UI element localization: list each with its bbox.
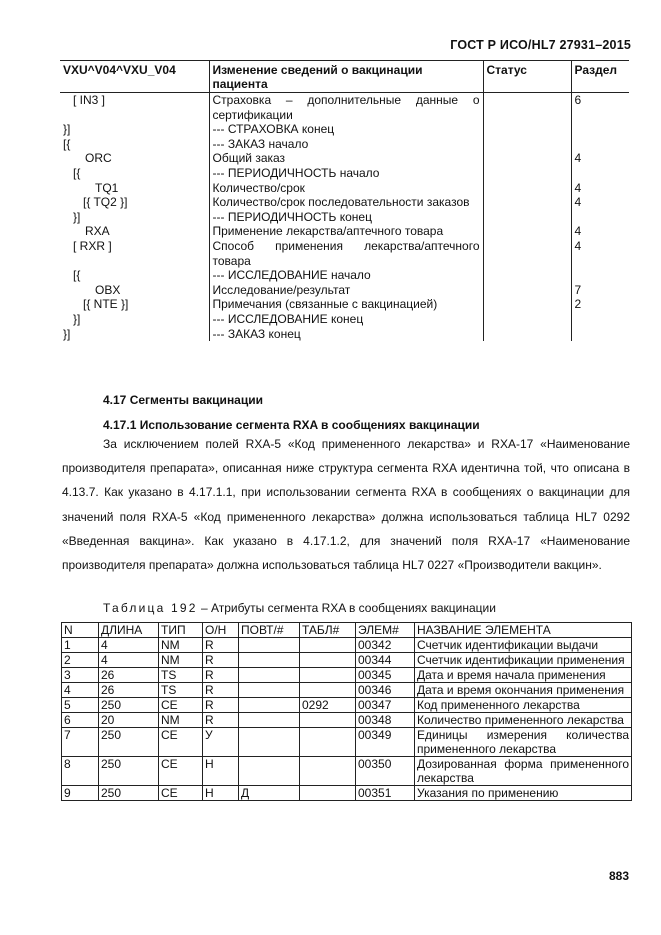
attr-cell-table	[300, 653, 356, 668]
attr-cell-n: 1	[62, 638, 99, 653]
table-caption	[103, 601, 496, 615]
message-row-segment: }]	[73, 311, 81, 326]
message-row-segment: [{	[63, 136, 71, 151]
message-row-segment: [ IN3 ]	[73, 93, 106, 107]
message-row-section: 6	[571, 93, 629, 123]
attr-cell-name: Дозированная форма примененного лекарства	[415, 757, 632, 786]
page-number: 883	[608, 869, 629, 883]
attr-cell-element: 00344	[356, 653, 415, 668]
message-row-description: Страховка – дополнительные данные о сертификации	[209, 93, 483, 123]
message-row	[60, 297, 629, 312]
attr-cell-length: 250	[99, 728, 159, 757]
attr-cell-element: 00349	[356, 728, 415, 757]
attr-cell-name: Единицы измерения количества примененного лекарства	[415, 728, 632, 757]
rxa-attributes-table	[61, 622, 632, 801]
message-row	[60, 93, 629, 123]
message-row-segment: [{	[73, 268, 81, 283]
attr-cell-n: 5	[62, 698, 99, 713]
message-header-section: Раздел	[571, 61, 629, 93]
attr-cell-type: CE	[159, 698, 203, 713]
message-row-status	[483, 122, 571, 137]
attr-cell-name: Счетчик идентификации применения	[415, 653, 632, 668]
message-row	[60, 166, 629, 181]
attr-cell-element: 00351	[356, 786, 415, 801]
attr-cell-type: TS	[159, 668, 203, 683]
message-row	[60, 137, 629, 152]
message-row-section	[571, 210, 629, 225]
attr-cell-name: Счетчик идентификации выдачи	[415, 638, 632, 653]
attr-header-element: ЭЛЕМ#	[356, 623, 415, 638]
attr-header-table: ТАБЛ#	[300, 623, 356, 638]
message-table-body	[60, 93, 629, 342]
message-row-section	[571, 268, 629, 283]
attr-table-body	[62, 638, 632, 801]
attr-cell-name: Код примененного лекарства	[415, 698, 632, 713]
message-row-description: Способ применения лекарства/аптечного товара	[209, 239, 483, 268]
attr-row	[62, 698, 632, 713]
attr-cell-repeat	[239, 728, 300, 757]
message-row-status	[483, 210, 571, 225]
message-row-segment: }]	[63, 326, 71, 341]
attr-header-optionality: О/Н	[203, 623, 239, 638]
attr-cell-repeat	[239, 713, 300, 728]
attr-cell-n: 6	[62, 713, 99, 728]
message-row-section: 4	[571, 195, 629, 210]
message-row-segment: OBX	[95, 282, 121, 297]
attr-cell-element: 00345	[356, 668, 415, 683]
attr-cell-n: 3	[62, 668, 99, 683]
attr-cell-repeat	[239, 698, 300, 713]
attr-cell-repeat: Д	[239, 786, 300, 801]
message-row-segment: [ RXR ]	[73, 238, 112, 253]
attr-cell-element: 00347	[356, 698, 415, 713]
attr-cell-n: 9	[62, 786, 99, 801]
message-row-segment: [{	[73, 165, 81, 180]
attr-header-repeat: ПОВТ/#	[239, 623, 300, 638]
message-row	[60, 195, 629, 210]
message-row-section: 4	[571, 239, 629, 268]
attr-cell-length: 26	[99, 668, 159, 683]
message-row	[60, 327, 629, 342]
attr-cell-n: 2	[62, 653, 99, 668]
message-header-segment: VXU^V04^VXU_V04	[60, 61, 209, 93]
attr-cell-type: CE	[159, 728, 203, 757]
attr-cell-type: NM	[159, 653, 203, 668]
attr-cell-length: 250	[99, 698, 159, 713]
message-table-header-row	[60, 61, 629, 93]
message-row-description: Общий заказ	[209, 151, 483, 166]
attr-row	[62, 668, 632, 683]
attr-cell-table	[300, 683, 356, 698]
attr-cell-element: 00346	[356, 683, 415, 698]
attr-row	[62, 728, 632, 757]
message-structure-table	[60, 60, 629, 341]
attr-header-type: ТИП	[159, 623, 203, 638]
message-row	[60, 151, 629, 166]
attr-cell-type: NM	[159, 713, 203, 728]
paragraph-text: За исключением полей RXA-5 «Код примененного лекарства» и RXA-17 «Наименование производителя препарата», описанная ниже структура сегмента RXA идентична той, что описана в 4.13.7. Как указано в 4.17.1.1, при использовании сегмента RXA в сообщениях о вакцинации для значений поля RXA-5 «Код примененного лекарства» должна использоваться таблица HL7 0292 «Введенная вакцина». Как указано в 4.17.1.2, для значений поля RXA-17 «Наименование производителя препарата» должна использоваться таблица HL7 0227 «Производители вакцин».	[62, 437, 630, 573]
attr-cell-optionality: У	[203, 728, 239, 757]
attr-cell-repeat	[239, 653, 300, 668]
message-row-status	[483, 283, 571, 298]
message-row-status	[483, 312, 571, 327]
message-row-segment: [{ TQ2 }]	[83, 195, 128, 210]
section-title-4-17-1: 4.17.1 Использование сегмента RXA в сообщениях вакцинации	[103, 418, 480, 432]
attr-cell-table	[300, 786, 356, 801]
message-row-description: --- ИССЛЕДОВАНИЕ конец	[209, 312, 483, 327]
attr-cell-optionality: R	[203, 683, 239, 698]
attr-row	[62, 653, 632, 668]
attr-cell-repeat	[239, 668, 300, 683]
message-row-segment: }]	[63, 122, 71, 137]
message-row-status	[483, 224, 571, 239]
message-row-status	[483, 151, 571, 166]
message-row-description: --- ИССЛЕДОВАНИЕ начало	[209, 268, 483, 283]
message-row	[60, 312, 629, 327]
message-row-status	[483, 137, 571, 152]
message-header-description: Изменение сведений о вакцинации пациента	[209, 61, 483, 93]
attr-cell-type: NM	[159, 638, 203, 653]
message-row-description: Количество/срок последовательности заказов	[209, 195, 483, 210]
attr-row	[62, 683, 632, 698]
message-row	[60, 283, 629, 298]
message-row-section	[571, 166, 629, 181]
message-row-section	[571, 137, 629, 152]
attr-cell-name: Дата и время окончания применения	[415, 683, 632, 698]
attr-row	[62, 786, 632, 801]
message-row-status	[483, 239, 571, 268]
message-row-description: Количество/срок	[209, 181, 483, 196]
message-row-segment: [{ NTE }]	[83, 297, 129, 312]
attr-cell-element: 00348	[356, 713, 415, 728]
attr-table-header-row	[62, 623, 632, 638]
message-row-status	[483, 297, 571, 312]
table-caption-text: – Атрибуты сегмента RXA в сообщениях вакцинации	[197, 601, 496, 615]
message-row	[60, 239, 629, 268]
attr-cell-type: CE	[159, 786, 203, 801]
message-row	[60, 181, 629, 196]
message-row-segment: ORC	[85, 151, 112, 166]
message-row-description: --- ПЕРИОДИЧНОСТЬ начало	[209, 166, 483, 181]
message-row-status	[483, 181, 571, 196]
message-header-status: Статус	[483, 61, 571, 93]
attr-cell-length: 4	[99, 653, 159, 668]
attr-cell-table	[300, 728, 356, 757]
attr-row	[62, 713, 632, 728]
message-row-status	[483, 327, 571, 342]
message-row-section	[571, 122, 629, 137]
attr-cell-table	[300, 713, 356, 728]
message-row-segment: TQ1	[95, 180, 119, 195]
attr-cell-type: CE	[159, 757, 203, 786]
attr-cell-repeat	[239, 638, 300, 653]
message-row-section: 2	[571, 297, 629, 312]
attr-header-length: ДЛИНА	[99, 623, 159, 638]
message-row-section	[571, 312, 629, 327]
attr-cell-optionality: R	[203, 713, 239, 728]
message-row-description: --- СТРАХОВКА конец	[209, 122, 483, 137]
attr-cell-repeat	[239, 683, 300, 698]
attr-cell-element: 00342	[356, 638, 415, 653]
attr-cell-n: 8	[62, 757, 99, 786]
attr-header-name: НАЗВАНИЕ ЭЛЕМЕНТА	[415, 623, 632, 638]
document-header: ГОСТ Р ИСО/HL7 27931–2015	[450, 38, 631, 52]
message-row-segment: }]	[73, 209, 81, 224]
message-row-status	[483, 195, 571, 210]
attr-cell-n: 4	[62, 683, 99, 698]
attr-cell-n: 7	[62, 728, 99, 757]
attr-cell-table	[300, 668, 356, 683]
attr-cell-length: 250	[99, 786, 159, 801]
attr-cell-optionality: Н	[203, 757, 239, 786]
message-row-description: Примечания (связанные с вакцинацией)	[209, 297, 483, 312]
attr-cell-element: 00350	[356, 757, 415, 786]
attr-row	[62, 757, 632, 786]
message-row-status	[483, 166, 571, 181]
attr-cell-optionality: R	[203, 668, 239, 683]
message-row-description: Исследование/результат	[209, 283, 483, 298]
section-title-4-17: 4.17 Сегменты вакцинации	[103, 393, 263, 407]
attr-cell-length: 250	[99, 757, 159, 786]
message-row-section: 7	[571, 283, 629, 298]
message-row	[60, 122, 629, 137]
attr-cell-name: Количество примененного лекарства	[415, 713, 632, 728]
attr-cell-optionality: Н	[203, 786, 239, 801]
attr-cell-type: TS	[159, 683, 203, 698]
attr-header-n: N	[62, 623, 99, 638]
message-row-section	[571, 327, 629, 342]
attr-cell-table: 0292	[300, 698, 356, 713]
message-row-description: --- ЗАКАЗ начало	[209, 137, 483, 152]
message-row-status	[483, 268, 571, 283]
message-row	[60, 224, 629, 239]
attr-cell-length: 20	[99, 713, 159, 728]
attr-cell-repeat	[239, 757, 300, 786]
attr-cell-table	[300, 638, 356, 653]
attr-cell-table	[300, 757, 356, 786]
message-row	[60, 210, 629, 225]
attr-cell-optionality: R	[203, 698, 239, 713]
attr-row	[62, 638, 632, 653]
message-row-segment: RXA	[85, 224, 110, 239]
attr-cell-length: 26	[99, 683, 159, 698]
table-caption-label: Таблица 192	[103, 601, 198, 615]
message-row-description: --- ПЕРИОДИЧНОСТЬ конец	[209, 210, 483, 225]
attr-cell-length: 4	[99, 638, 159, 653]
message-row-section: 4	[571, 224, 629, 239]
attr-cell-optionality: R	[203, 638, 239, 653]
message-row	[60, 268, 629, 283]
message-row-section: 4	[571, 151, 629, 166]
section-paragraph	[62, 432, 630, 577]
attr-cell-optionality: R	[203, 653, 239, 668]
attr-cell-name: Указания по применению	[415, 786, 632, 801]
message-row-status	[483, 93, 571, 123]
message-row-description: Применение лекарства/аптечного товара	[209, 224, 483, 239]
attr-cell-name: Дата и время начала применения	[415, 668, 632, 683]
message-row-section: 4	[571, 181, 629, 196]
message-row-description: --- ЗАКАЗ конец	[209, 327, 483, 342]
